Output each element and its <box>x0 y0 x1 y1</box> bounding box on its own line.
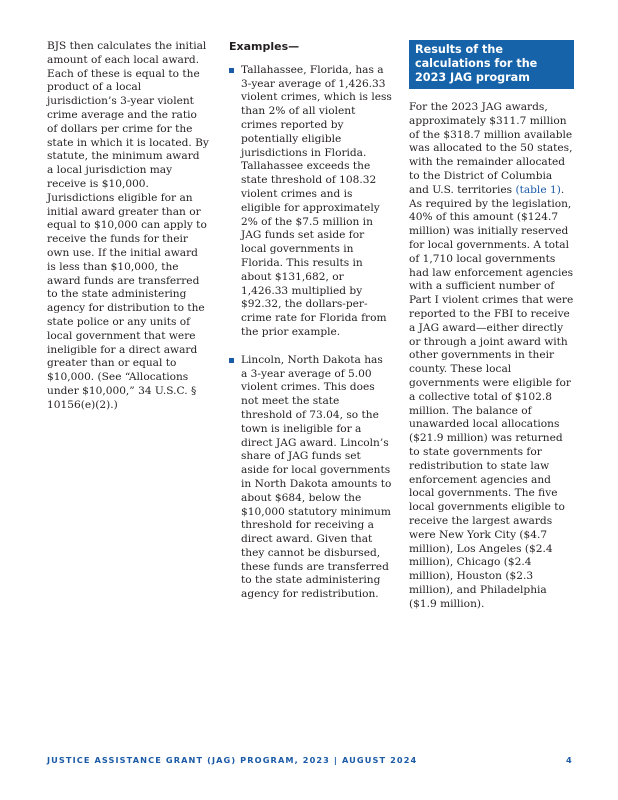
example-tallahassee: Tallahassee, Florida, has a 3-year average of 1,426.33 violent crimes, which is less than 2% of all violent crimes reported by potentially eligible jurisdictions in Florida. Tallahassee exceeds the state threshold of 108.32 violent crimes and is eligible for approximately 2% of the $7.5 million in JAG funds set aside for local governments in Florida. This results in about $131,682, or 1,426.33 multiplied by $92.32, the dollars-per-crime rate for Florida from the prior example. <box>241 63 392 338</box>
examples-heading: Examples— <box>229 40 300 53</box>
example-lincoln: Lincoln, North Dakota has a 3-year average of 5.00 violent crimes. This does not meet the state threshold of 73.04, so the town is ineligible for a direct JAG award. Lincoln’s share of JAG funds set aside for local governments in North Dakota amounts to about $684, below the $10,000 statutory minimum threshold for receiving a direct award. Given that they cannot be disbursed, these funds are transferred to the state administering agency for redistribution. <box>241 353 392 601</box>
results-text-body: . As required by the legislation, 40% of this amount ($124.7 million) was initially reserved for local governments. A total of 1,710 local governments had law enforcement agencies with a sufficient number of Part I violent crimes that were reported to the FBI to receive a JAG award—either directly or through a joint award with other governments in their county. These local governments were eligible for a collective total of $102.8 million. The balance of unawarded local allocations ($21.9 million) was returned to state governments for redistribution to state law enforcement agencies and local governments. The five local governments eligible to receive the largest awards were New York City ($4.7 million), Los Angeles ($2.4 million), Chicago ($2.4 million), Houston ($2.3 million), and Philadelphia ($1.9 million). <box>409 183 574 610</box>
bullet-square-icon <box>229 358 234 363</box>
bullet-square-icon <box>229 68 234 73</box>
middle-column <box>229 40 392 616</box>
results-paragraph <box>409 101 574 611</box>
results-section-header: Results of the calculations for the 2023 JAG program <box>409 40 574 89</box>
results-text-intro: For the 2023 JAG awards, approximately $311.7 million of the $318.7 million available was allocated to the 50 states, with the remainder allocated to the District of Columbia and U.S. territories <box>409 101 573 196</box>
right-column <box>409 40 574 611</box>
left-column <box>47 40 209 413</box>
page-number: 4 <box>566 755 572 765</box>
allocation-paragraph: BJS then calculates the initial amount of each local award. Each of these is equal to the product of a local jurisdiction’s 3-year violent crime average and the ratio of dollars per crime for the state in which it is located. By statute, the minimum award a local jurisdiction may receive is $10,000. Jurisdictions eligible for an initial award greater than or equal to $10,000 can apply to receive the funds for their own use. If the initial award is less than $10,000, the award funds are transferred to the state administering agency for distribution to the state police or any units of local government that were ineligible for a direct award greater than or equal to $10,000. (See “Allocations under $10,000,” 34 U.S.C. § 10156(e)(2).) <box>47 40 209 411</box>
list-item <box>229 64 392 340</box>
list-item <box>229 354 392 602</box>
table-1-link[interactable]: (table 1) <box>515 183 561 196</box>
footer-title: JUSTICE ASSISTANCE GRANT (JAG) PROGRAM, 2023 | AUGUST 2024 <box>47 755 418 765</box>
examples-list <box>229 64 392 602</box>
